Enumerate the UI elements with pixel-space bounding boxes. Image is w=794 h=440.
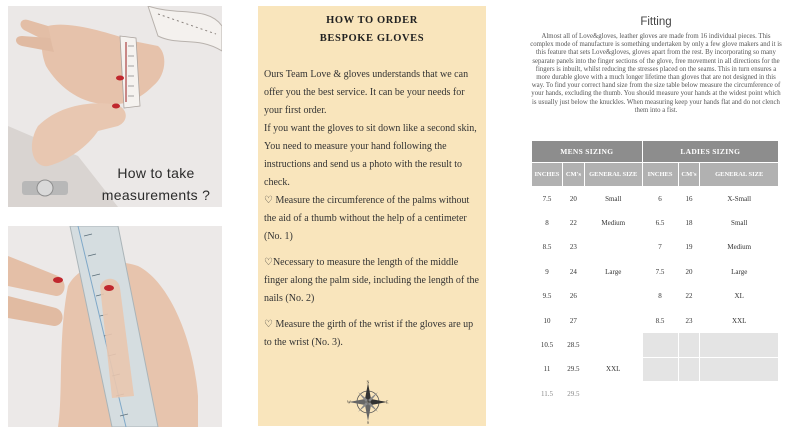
column-header: INCHES <box>532 163 563 187</box>
table-cell: 20 <box>562 187 584 211</box>
table-cell: 8.5 <box>642 308 678 332</box>
order-title-line2: BESPOKE GLOVES <box>319 33 425 44</box>
column-header: INCHES <box>642 163 678 187</box>
table-cell: XXL <box>584 357 642 381</box>
table-cell: 9 <box>532 260 563 284</box>
size-table <box>531 140 779 407</box>
table-row <box>532 333 779 357</box>
compass-w-label: W <box>347 399 351 405</box>
table-cell: 11.5 <box>532 382 563 406</box>
table-cell <box>584 284 642 308</box>
order-instructions-panel <box>258 6 486 426</box>
table-cell: 10.5 <box>532 333 563 357</box>
table-cell: 6.5 <box>642 211 678 235</box>
table-cell: Medium <box>584 211 642 235</box>
order-paragraph: Ours Team Love & gloves understands that we can offer you the best service. It can be your needs for your first order. <box>264 69 469 116</box>
table-cell: 8 <box>532 211 563 235</box>
table-cell <box>678 333 700 357</box>
table-cell <box>584 235 642 259</box>
table-cell <box>700 382 779 406</box>
table-cell: Medium <box>700 235 779 259</box>
table-cell: 29.5 <box>562 382 584 406</box>
table-cell: Large <box>700 260 779 284</box>
measurement-photo-palm <box>8 6 222 207</box>
table-cell: 7 <box>642 235 678 259</box>
table-cell: Small <box>584 187 642 211</box>
order-paragraph: If you want the gloves to sit down like a second skin, You need to measure your hand following the instructions and send us a photo with the result to check. <box>264 123 477 188</box>
table-cell <box>700 333 779 357</box>
table-row <box>532 211 779 235</box>
table-cell: 20 <box>678 260 700 284</box>
measurement-photo-finger <box>8 226 222 427</box>
column-header: GENERAL SIZE <box>700 163 779 187</box>
table-cell: 28.5 <box>562 333 584 357</box>
table-cell: 8.5 <box>532 235 563 259</box>
compass-e-label: E <box>386 399 389 405</box>
order-paragraph: ♡ Measure the circumference of the palms without the aid of a thumb without the help of a centimeter (No. 1) <box>264 195 470 242</box>
table-cell: 23 <box>678 308 700 332</box>
table-cell: 7.5 <box>532 187 563 211</box>
table-cell: XXL <box>700 308 779 332</box>
compass-s-label: S <box>366 420 370 424</box>
order-paragraph: ♡Necessary to measure the length of the middle finger along the palm side, including the length of the nails (No. 2) <box>264 257 479 304</box>
table-cell <box>700 357 779 381</box>
order-title-line1: HOW TO ORDER <box>326 15 418 26</box>
table-cell: 7.5 <box>642 260 678 284</box>
table-cell: 19 <box>678 235 700 259</box>
fitting-title: Fitting <box>640 16 672 28</box>
finger-ruler-illustration <box>8 226 222 427</box>
table-cell: 29.5 <box>562 357 584 381</box>
table-cell: 6 <box>642 187 678 211</box>
column-header: CM's <box>678 163 700 187</box>
table-cell <box>678 357 700 381</box>
table-cell: 8 <box>642 284 678 308</box>
table-row <box>532 382 779 406</box>
table-row <box>532 284 779 308</box>
table-cell: 9.5 <box>532 284 563 308</box>
table-row <box>532 308 779 332</box>
table-cell: 11 <box>532 357 563 381</box>
table-cell <box>584 333 642 357</box>
table-cell: 18 <box>678 211 700 235</box>
table-cell <box>584 308 642 332</box>
table-cell: X-Small <box>700 187 779 211</box>
table-row <box>532 357 779 381</box>
ladies-sizing-header: LADIES SIZING <box>642 141 778 163</box>
column-header: CM's <box>562 163 584 187</box>
order-body <box>264 66 480 352</box>
table-cell: 16 <box>678 187 700 211</box>
table-cell <box>584 382 642 406</box>
table-row <box>532 260 779 284</box>
mens-sizing-header: MENS SIZING <box>532 141 643 163</box>
table-cell <box>678 382 700 406</box>
table-cell: Large <box>584 260 642 284</box>
fitting-description: Almost all of Love&gloves, leather gloves are made from 16 individual pieces. This complex mode of manufacture is something undertaken by only a few glove makers and it is this feature that sets Love&gloves, gloves apart from the rest. By incorporating so many separate panels into the finger sections of the glove, free movement in all directions for the fingers is inbuilt, whilst reducing the stresses placed on the seams. This in turn ensures a more durable glove with a much longer lifetime than gloves that are not designed in this way. To find your correct hand size from the size table below measure the circumference of your hands, excluding the thumb. You should measure your hands at the widest point which is usually just below the knuckles. When measuring keep your hands flat and do not clench them into a fist. <box>530 33 782 114</box>
table-cell: XL <box>700 284 779 308</box>
order-paragraph: ♡ Measure the girth of the wrist if the gloves are up to the wrist (No. 3). <box>264 319 474 348</box>
photo-caption: How to take measurements ? <box>101 165 211 203</box>
table-cell: 23 <box>562 235 584 259</box>
table-cell: 10 <box>532 308 563 332</box>
table-row <box>532 187 779 211</box>
table-cell: 27 <box>562 308 584 332</box>
table-cell <box>642 333 678 357</box>
table-cell <box>642 382 678 406</box>
table-cell <box>642 357 678 381</box>
compass-n-label: N <box>366 380 370 385</box>
table-cell: 26 <box>562 284 584 308</box>
compass-rose-icon <box>346 380 390 424</box>
table-row <box>532 235 779 259</box>
table-cell: 22 <box>678 284 700 308</box>
table-cell: 24 <box>562 260 584 284</box>
column-header: GENERAL SIZE <box>584 163 642 187</box>
table-cell: Small <box>700 211 779 235</box>
table-cell: 22 <box>562 211 584 235</box>
